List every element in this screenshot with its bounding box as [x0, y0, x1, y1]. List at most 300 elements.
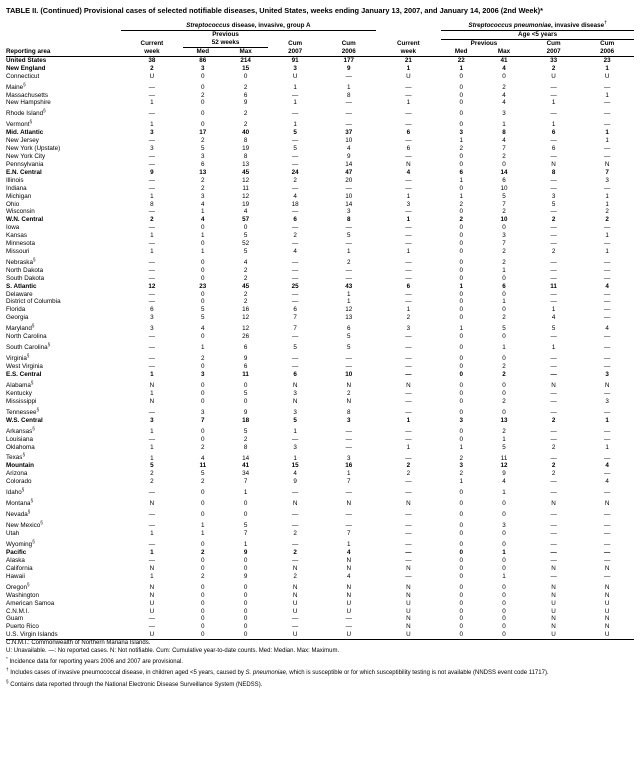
row-area-label: Illinois	[6, 176, 24, 184]
row-value: —	[604, 556, 611, 564]
row-value: —	[405, 522, 412, 530]
row-value: U	[604, 599, 610, 607]
row-area-label: S. Atlantic	[6, 282, 37, 290]
row-value: 4	[346, 549, 351, 557]
row-value: N	[604, 500, 610, 508]
header-cum-label-a: Cum	[288, 39, 303, 47]
row-value: —	[292, 224, 299, 232]
row-value: 0	[459, 208, 463, 216]
row-area-label: Pacific	[6, 549, 27, 557]
row-value: —	[550, 83, 557, 91]
row-value: 2	[243, 298, 248, 306]
row-value: 0	[459, 522, 463, 530]
row-value: —	[345, 435, 352, 443]
row-value: —	[345, 72, 352, 80]
row-value: —	[604, 153, 611, 161]
row-value: 3	[346, 208, 351, 216]
row-value: N	[346, 564, 352, 572]
row-value: N	[604, 615, 610, 623]
row-value: 9	[150, 168, 154, 176]
header-spacer-6	[6, 39, 121, 47]
row-value: 0	[459, 344, 463, 352]
row-value: 2	[243, 274, 248, 282]
header-med-a: Med	[196, 47, 210, 55]
row-value: 1	[406, 99, 411, 107]
row-value: 5	[201, 470, 205, 478]
row-value: U	[604, 607, 610, 615]
table-row	[6, 565, 634, 573]
row-value: —	[405, 266, 412, 274]
row-value: —	[148, 176, 156, 184]
header-cum2007-b: 2007	[546, 47, 561, 55]
row-value: 0	[502, 511, 506, 519]
row-value: 14	[242, 454, 250, 462]
table-row	[6, 352, 634, 363]
row-value: 0	[459, 511, 463, 519]
row-value: 2	[406, 462, 411, 470]
row-value: 1	[201, 208, 205, 216]
row-area-label: South Dakota	[6, 274, 45, 282]
row-value: 6	[406, 145, 411, 153]
row-value: 2	[605, 216, 609, 224]
row-value: —	[345, 99, 352, 107]
row-value: —	[604, 489, 611, 497]
row-area-label: New York City	[6, 153, 46, 161]
row-value: 0	[243, 615, 248, 623]
row-value: —	[405, 397, 412, 405]
row-area-label: Kansas	[6, 232, 28, 240]
row-value: 2	[201, 478, 205, 486]
row-value: 6	[459, 168, 463, 176]
row-value: —	[405, 258, 412, 266]
row-value: 2	[293, 530, 297, 538]
row-value: 8	[346, 91, 351, 99]
table-row	[6, 161, 634, 169]
row-area-label: Georgia	[6, 314, 29, 322]
row-value: 9	[346, 64, 351, 72]
row-value: —	[550, 232, 557, 240]
row-value: —	[405, 232, 412, 240]
row-value: 1	[605, 129, 609, 137]
row-value: 3	[293, 443, 297, 451]
row-area-label: Ohio	[6, 200, 20, 208]
row-value: 1	[551, 121, 556, 129]
row-value: 0	[502, 72, 506, 80]
table-row	[6, 486, 634, 497]
row-value: 2	[201, 549, 205, 557]
row-area-label: New Jersey	[6, 137, 39, 145]
row-value: 20	[345, 176, 353, 184]
row-value: 2	[346, 258, 351, 266]
table-row	[6, 177, 634, 185]
row-value: 0	[201, 83, 205, 91]
row-value: 3	[502, 522, 506, 530]
row-area-label: Missouri	[6, 247, 30, 255]
row-value: 4	[502, 91, 506, 99]
row-value: 18	[291, 200, 299, 208]
row-value: U	[149, 599, 155, 607]
row-area-label: Utah	[6, 530, 20, 538]
footnote-line: † Includes cases of invasive pneumococcal disease, in children aged <5 years, caused by S. pneumoniae, which is susceptible or for which susceptibility testing is not available (NNDSS event code 11717).	[6, 667, 549, 677]
row-value: —	[604, 454, 611, 462]
row-value: —	[550, 258, 557, 266]
row-value: 0	[459, 290, 463, 298]
row-value: 7	[293, 325, 297, 333]
row-value: —	[405, 478, 412, 486]
row-value: 2	[201, 91, 205, 99]
row-value: —	[604, 427, 611, 435]
row-area-label: South Carolina§	[6, 342, 51, 352]
row-value: 1	[459, 282, 463, 290]
row-value: 1	[201, 522, 205, 530]
row-value: 23	[199, 282, 207, 290]
row-value: 5	[502, 443, 506, 451]
row-value: —	[345, 522, 352, 530]
table-row	[6, 462, 634, 470]
row-value: 22	[457, 56, 465, 64]
row-value: 13	[500, 416, 508, 424]
table-row	[6, 298, 634, 306]
row-value: 4	[605, 325, 609, 333]
table-row	[6, 129, 634, 137]
row-value: 4	[551, 314, 556, 322]
row-area-label: Washington	[6, 591, 40, 599]
table-row	[6, 519, 634, 530]
row-value: —	[292, 556, 299, 564]
row-value: —	[405, 556, 412, 564]
row-value: —	[148, 333, 156, 341]
row-value: N	[406, 500, 411, 508]
row-value: 0	[502, 408, 506, 416]
footnotes	[6, 640, 634, 689]
row-area-label: Vermont§	[6, 119, 33, 129]
row-value: 0	[459, 583, 463, 591]
row-value: 1	[201, 232, 205, 240]
table-row	[6, 436, 634, 444]
row-area-label: Mississippi	[6, 397, 37, 405]
row-value: 0	[459, 355, 463, 363]
row-value: 4	[346, 145, 351, 153]
row-value: 0	[459, 363, 463, 371]
row-value: 0	[459, 110, 463, 118]
table-row	[6, 417, 634, 425]
row-value: 0	[201, 556, 205, 564]
row-value: 2	[502, 363, 506, 371]
row-value: —	[148, 208, 156, 216]
row-value: 3	[605, 371, 609, 378]
table-row	[6, 65, 634, 73]
row-value: 0	[502, 389, 506, 397]
row-value: 3	[201, 371, 205, 378]
row-value: 1	[502, 435, 506, 443]
row-value: N	[346, 583, 352, 591]
row-value: N	[551, 382, 556, 389]
row-value: 0	[441, 631, 481, 639]
row-value: 0	[502, 541, 506, 549]
row-value: 1	[551, 99, 556, 107]
row-value: —	[405, 530, 412, 538]
row-value: 0	[243, 556, 248, 564]
row-value: —	[292, 522, 299, 530]
row-value: —	[550, 266, 557, 274]
row-value: 12	[242, 314, 250, 322]
row-value: 0	[459, 556, 463, 564]
table-row	[6, 248, 634, 256]
row-value: —	[345, 121, 352, 129]
table-row	[6, 267, 634, 275]
row-value: 0	[459, 572, 463, 580]
row-value: —	[604, 572, 611, 580]
row-value: 41	[500, 56, 508, 64]
row-value: —	[405, 91, 412, 99]
row-value: —	[292, 240, 299, 248]
row-value: 0	[459, 489, 463, 497]
row-value: —	[604, 333, 611, 341]
row-value: —	[345, 184, 352, 192]
row-value: 3	[293, 408, 297, 416]
row-value: 6	[293, 306, 297, 314]
row-value: —	[405, 454, 412, 462]
row-value: —	[148, 363, 156, 371]
row-value: 0	[201, 240, 205, 248]
row-value: 4	[502, 478, 506, 486]
row-value: 0	[243, 607, 248, 615]
row-value: 86	[199, 56, 207, 64]
row-value: 2	[551, 416, 556, 424]
header-spacer-3	[121, 30, 183, 39]
row-value: N	[551, 564, 556, 572]
row-value: 0	[459, 184, 463, 192]
row-value: 1	[150, 443, 154, 451]
row-value: —	[604, 314, 611, 322]
row-value: 2	[150, 478, 154, 486]
row-value: —	[550, 363, 557, 371]
row-value: 10	[345, 137, 353, 145]
row-value: 1	[459, 478, 463, 486]
row-value: 5	[551, 200, 556, 208]
row-area-label: Kentucky	[6, 389, 32, 397]
row-value: 2	[150, 216, 154, 224]
row-value: —	[550, 176, 557, 184]
row-value: 2	[551, 470, 556, 478]
row-area-label: Montana§	[6, 498, 34, 508]
row-area-label: Hawaii	[6, 572, 25, 580]
row-value: 1	[605, 137, 609, 145]
row-value: 3	[406, 200, 411, 208]
row-value: 1	[150, 99, 154, 107]
row-value: —	[148, 274, 156, 282]
row-value: —	[345, 489, 352, 497]
row-value: N	[406, 623, 411, 631]
row-value: 10	[345, 371, 353, 378]
row-value: N	[604, 382, 610, 389]
row-value: 19	[242, 200, 250, 208]
row-value: N	[551, 591, 556, 599]
row-value: 3	[293, 64, 297, 72]
row-value: —	[292, 435, 299, 443]
row-value: —	[148, 435, 156, 443]
row-value: 52	[242, 240, 250, 248]
row-value: 1	[201, 344, 205, 352]
row-value: —	[148, 110, 156, 118]
row-area-label: Colorado	[6, 478, 32, 486]
row-area-label: Alaska	[6, 556, 25, 564]
row-value: 2	[502, 371, 506, 378]
row-value: 12	[242, 176, 250, 184]
row-value: 2	[502, 208, 506, 216]
row-value: 0	[502, 564, 506, 572]
row-value: 0	[459, 99, 463, 107]
row-value: N	[406, 160, 411, 168]
row-value: 13	[242, 160, 250, 168]
title-prefix: TABLE II. (Continued)	[6, 6, 82, 15]
row-value: 0	[459, 607, 463, 615]
row-value: 0	[459, 247, 463, 255]
row-value: 1	[293, 83, 297, 91]
row-value: —	[148, 137, 156, 145]
row-value: 1	[605, 192, 609, 200]
row-area-label: Massachusetts	[6, 91, 48, 99]
row-value: 5	[551, 325, 556, 333]
row-value: —	[148, 623, 156, 631]
row-value: 1	[293, 121, 297, 129]
row-value: —	[604, 522, 611, 530]
header-columns-row	[6, 47, 634, 56]
row-area-label: North Dakota	[6, 266, 44, 274]
row-value: —	[292, 274, 299, 282]
row-value: 0	[502, 160, 506, 168]
row-value: 3	[605, 397, 609, 405]
row-area-label: Mountain	[6, 462, 34, 470]
row-value: 45	[242, 282, 250, 290]
row-value: 0	[459, 549, 463, 557]
row-value: 1	[605, 200, 609, 208]
header-spacer-2	[6, 30, 121, 39]
row-value: 3	[150, 145, 154, 153]
row-value: 0	[459, 623, 463, 631]
row-value: 0	[243, 500, 248, 508]
row-value: —	[550, 153, 557, 161]
header-subgroup-row	[6, 30, 634, 39]
title-text: Provisional cases of selected notifiable diseases, United States, weeks ending January 13, 2007, and January 14, 2006 (2nd Week)*	[81, 6, 543, 15]
row-value: 0	[201, 382, 205, 389]
row-value: U	[292, 72, 298, 80]
row-area-label: Nevada§	[6, 509, 31, 519]
row-value: 7	[502, 200, 506, 208]
row-value: —	[292, 110, 299, 118]
table-row	[6, 406, 634, 417]
row-value: 1	[201, 247, 205, 255]
table-row	[6, 201, 634, 209]
row-value: 1	[406, 247, 411, 255]
row-value: N	[292, 583, 298, 591]
header-gap	[376, 19, 442, 31]
row-value: 0	[459, 240, 463, 248]
row-value: 4	[201, 216, 205, 224]
row-value: —	[345, 615, 352, 623]
row-value: 2	[459, 200, 463, 208]
table-row	[6, 390, 634, 398]
table-row	[6, 581, 634, 592]
row-area-label: Maryland§	[6, 323, 35, 333]
row-value: N	[406, 382, 411, 389]
row-value: 0	[459, 72, 463, 80]
row-value: 0	[459, 306, 463, 314]
row-value: 1	[502, 344, 506, 352]
row-value: 9	[243, 549, 248, 557]
header-max-a: Max	[239, 47, 252, 55]
row-value: 2	[502, 83, 506, 91]
row-value: 24	[291, 168, 299, 176]
row-value: —	[550, 389, 557, 397]
table-row	[6, 216, 634, 224]
row-value: 2	[201, 355, 205, 363]
row-value: U	[292, 599, 298, 607]
row-value: 5	[150, 462, 154, 470]
row-value: 0	[502, 224, 506, 232]
row-value: —	[345, 240, 352, 248]
row-value: 3	[459, 416, 463, 424]
row-value: 14	[500, 168, 508, 176]
row-value: 6	[243, 344, 248, 352]
row-value: —	[550, 355, 557, 363]
row-value: —	[604, 408, 611, 416]
row-value: U	[551, 599, 556, 607]
row-value: —	[148, 522, 156, 530]
row-area-label: California	[6, 564, 33, 572]
table-row	[6, 306, 634, 314]
row-value: —	[148, 184, 156, 192]
row-value: 0	[502, 355, 506, 363]
header-current-label-a: Current	[140, 39, 164, 47]
row-value: —	[604, 306, 611, 314]
row-value: 12	[148, 282, 156, 290]
row-value: —	[148, 408, 156, 416]
row-value: —	[148, 298, 156, 306]
row-value: 3	[459, 129, 463, 137]
row-value: 2	[551, 247, 556, 255]
row-value: 1	[150, 454, 154, 462]
row-value: 0	[243, 224, 248, 232]
row-value: —	[550, 240, 557, 248]
row-value: 3	[201, 408, 205, 416]
row-value: 2	[201, 443, 205, 451]
row-value: 1	[459, 176, 463, 184]
row-value: —	[292, 153, 299, 161]
row-value: 5	[201, 145, 205, 153]
row-value: 18	[242, 416, 250, 424]
row-value: 9	[243, 408, 248, 416]
table-row	[6, 573, 634, 581]
row-value: —	[550, 274, 557, 282]
row-value: 6	[150, 306, 154, 314]
row-area-label: Michigan	[6, 192, 32, 200]
row-value: 5	[243, 522, 248, 530]
row-value: 12	[242, 192, 250, 200]
row-value: 1	[406, 64, 411, 72]
row-value: 1	[406, 443, 411, 451]
row-area-label: Indiana	[6, 184, 27, 192]
row-value: 41	[242, 462, 250, 470]
table-row	[6, 224, 634, 232]
row-area-label: West Virginia	[6, 363, 43, 371]
row-area-label: Pennsylvania	[6, 160, 44, 168]
row-value: —	[550, 397, 557, 405]
row-value: 12	[242, 325, 250, 333]
row-area-label: U.S. Virgin Islands	[6, 631, 121, 639]
row-value: 0	[201, 290, 205, 298]
footnote-line: § Contains data reported through the National Electronic Disease Surveillance System (NEDSS).	[6, 678, 263, 688]
